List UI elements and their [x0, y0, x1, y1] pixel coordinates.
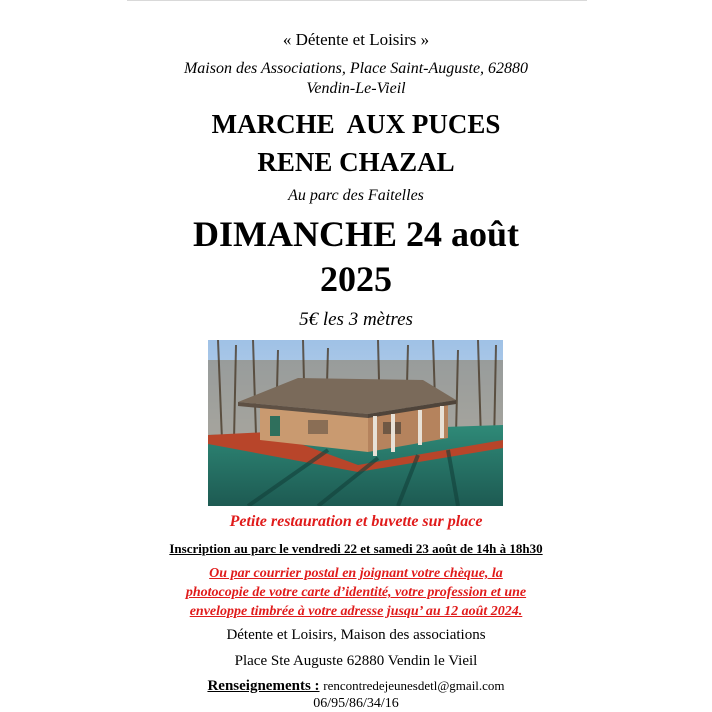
information-line: [0, 678, 712, 695]
organization-name: « Détente et Loisirs »: [282, 30, 430, 49]
postal-line-3: enveloppe timbrée à votre adresse jusqu’ au 12 août 2024.: [189, 604, 523, 619]
postal-line-1: Ou par courrier postal en joignant votre chèque, la: [209, 566, 503, 581]
stand-price: 5€ les 3 mètres: [299, 309, 413, 330]
contact-address: Place Ste Auguste 62880 Vendin le Vieil: [234, 653, 478, 669]
top-divider: [127, 0, 587, 1]
food-notice: Petite restauration et buvette sur place: [229, 513, 483, 530]
address-line-2: Vendin-Le-Vieil: [306, 80, 406, 97]
information-label: Renseignements :: [207, 678, 320, 694]
building-photo-illustration: [208, 340, 503, 506]
event-date: DIMANCHE 24 août: [192, 214, 519, 254]
event-year: 2025: [320, 259, 392, 299]
contact-email: rencontredejeunesdetl@gmail.com: [323, 678, 505, 693]
event-title-line-1: MARCHE AUX PUCES: [211, 109, 501, 139]
building-photo: [208, 340, 503, 506]
postal-registration-info: [0, 564, 712, 621]
contact-organization: Détente et Loisirs, Maison des associations: [226, 627, 486, 643]
contact-phone: 06/95/86/34/16: [313, 696, 399, 711]
postal-line-2: photocopie de votre carte d’identité, votre profession et une: [185, 585, 527, 600]
address-line-1: Maison des Associations, Place Saint-Auguste, 62880: [183, 60, 529, 77]
event-title-line-2: RENE CHAZAL: [257, 147, 455, 177]
event-location: Au parc des Faitelles: [288, 187, 424, 204]
registration-info: Inscription au parc le vendredi 22 et samedi 23 août de 14h à 18h30: [169, 541, 543, 556]
